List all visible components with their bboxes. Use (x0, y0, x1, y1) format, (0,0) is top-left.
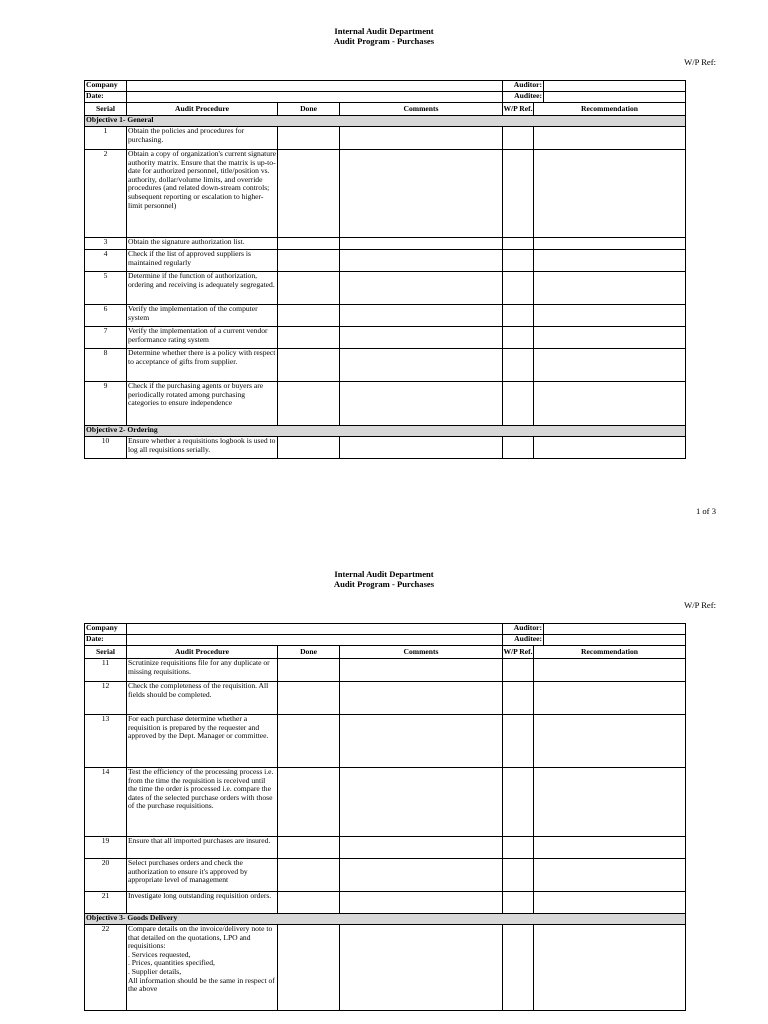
company-row (85, 624, 686, 635)
recommendation-cell[interactable] (534, 127, 686, 150)
audit-table-page-1 (84, 80, 686, 459)
comments-cell[interactable] (340, 859, 503, 892)
company-field[interactable] (127, 81, 503, 92)
table-row (85, 925, 686, 1011)
wp-ref-cell[interactable] (503, 150, 534, 238)
column-header-row (85, 103, 686, 116)
done-cell[interactable] (278, 837, 340, 859)
done-cell[interactable] (278, 925, 340, 1011)
serial-cell: 3 (85, 238, 127, 250)
procedure-cell: Determine if the function of authorization, ordering and receiving is adequately segregated. (127, 272, 278, 305)
company-label: Company (85, 81, 127, 92)
objective-row (85, 914, 686, 925)
serial-cell: 1 (85, 127, 127, 150)
wp-ref-cell[interactable] (503, 892, 534, 914)
program-title: Audit Program - Purchases (333, 36, 435, 46)
auditor-field[interactable] (544, 624, 686, 635)
table-row (85, 715, 686, 768)
recommendation-cell[interactable] (534, 659, 686, 682)
wp-ref-cell[interactable] (503, 305, 534, 327)
serial-cell: 12 (85, 682, 127, 715)
auditee-label: Auditee: (503, 92, 544, 103)
wp-ref-cell[interactable] (503, 715, 534, 768)
comments-cell[interactable] (340, 150, 503, 238)
done-cell[interactable] (278, 238, 340, 250)
wp-ref-cell[interactable] (503, 382, 534, 426)
serial-cell: 20 (85, 859, 127, 892)
table-row (85, 892, 686, 914)
table-row (85, 305, 686, 327)
date-field[interactable] (127, 635, 503, 646)
table-row (85, 250, 686, 272)
date-label: Date: (85, 635, 127, 646)
procedure-cell: Compare details on the invoice/delivery note to that detailed on the quotations, LPO and requisitions: . Services requested, . Prices, quantities specified, . Supplier details, All information should be the same in respect of the above (127, 925, 278, 1011)
comments-cell[interactable] (340, 305, 503, 327)
table-row (85, 382, 686, 426)
comments-cell[interactable] (340, 659, 503, 682)
col-procedure: Audit Procedure (127, 646, 278, 659)
recommendation-cell[interactable] (534, 250, 686, 272)
procedure-cell: Select purchases orders and check the authorization to ensure it's approved by appropriate level of management (127, 859, 278, 892)
procedure-cell: Scrutinize requisitions file for any duplicate or missing requisitions. (127, 659, 278, 682)
recommendation-cell[interactable] (534, 327, 686, 349)
recommendation-cell[interactable] (534, 150, 686, 238)
col-wp-ref: W/P Ref. (503, 646, 534, 659)
done-cell[interactable] (278, 892, 340, 914)
auditor-label: Auditor: (503, 624, 544, 635)
table-row (85, 659, 686, 682)
comments-cell[interactable] (340, 127, 503, 150)
page-number: 1 of 3 (695, 506, 716, 516)
done-cell[interactable] (278, 682, 340, 715)
wp-ref-cell[interactable] (503, 837, 534, 859)
auditee-field[interactable] (544, 92, 686, 103)
comments-cell[interactable] (340, 892, 503, 914)
recommendation-cell[interactable] (534, 682, 686, 715)
comments-cell[interactable] (340, 682, 503, 715)
serial-cell: 2 (85, 150, 127, 238)
date-row (85, 92, 686, 103)
table-row (85, 327, 686, 349)
recommendation-cell[interactable] (534, 859, 686, 892)
done-cell[interactable] (278, 768, 340, 837)
objective-1-label: Objective 1- General (85, 116, 686, 127)
serial-cell: 5 (85, 272, 127, 305)
wp-ref-cell[interactable] (503, 238, 534, 250)
col-procedure: Audit Procedure (127, 103, 278, 116)
serial-cell: 21 (85, 892, 127, 914)
recommendation-cell[interactable] (534, 305, 686, 327)
auditor-label: Auditor: (503, 81, 544, 92)
recommendation-cell[interactable] (534, 768, 686, 837)
done-cell[interactable] (278, 272, 340, 305)
recommendation-cell[interactable] (534, 272, 686, 305)
procedure-cell: Ensure that all imported purchases are insured. (127, 837, 278, 859)
done-cell[interactable] (278, 437, 340, 459)
procedure-cell: Obtain the signature authorization list. (127, 238, 278, 250)
serial-cell: 10 (85, 437, 127, 459)
col-done: Done (278, 103, 340, 116)
audit-table-page-2 (84, 623, 686, 1011)
table-row (85, 437, 686, 459)
procedure-cell: Check if the list of approved suppliers is maintained regularly (127, 250, 278, 272)
serial-cell: 6 (85, 305, 127, 327)
recommendation-cell[interactable] (534, 892, 686, 914)
recommendation-cell[interactable] (534, 238, 686, 250)
done-cell[interactable] (278, 150, 340, 238)
company-field[interactable] (127, 624, 503, 635)
recommendation-cell[interactable] (534, 437, 686, 459)
comments-cell[interactable] (340, 925, 503, 1011)
company-label: Company (85, 624, 127, 635)
table-row (85, 150, 686, 238)
done-cell[interactable] (278, 327, 340, 349)
done-cell[interactable] (278, 382, 340, 426)
col-serial: Serial (85, 103, 127, 116)
done-cell[interactable] (278, 349, 340, 382)
wp-ref-cell[interactable] (503, 127, 534, 150)
recommendation-cell[interactable] (534, 349, 686, 382)
table-row (85, 768, 686, 837)
done-cell[interactable] (278, 305, 340, 327)
comments-cell[interactable] (340, 715, 503, 768)
serial-cell: 4 (85, 250, 127, 272)
procedure-cell: Ensure whether a requisitions logbook is used to log all requisitions serially. (127, 437, 278, 459)
date-row (85, 635, 686, 646)
done-cell[interactable] (278, 715, 340, 768)
table-row (85, 127, 686, 150)
procedure-cell: Verify the implementation of a current vendor performance rating system (127, 327, 278, 349)
serial-cell: 19 (85, 837, 127, 859)
wp-ref-label: W/P Ref: (684, 57, 716, 67)
recommendation-cell[interactable] (534, 925, 686, 1011)
wp-ref-cell[interactable] (503, 859, 534, 892)
procedure-cell: Investigate long outstanding requisition orders. (127, 892, 278, 914)
done-cell[interactable] (278, 127, 340, 150)
program-title: Audit Program - Purchases (333, 579, 435, 589)
serial-cell: 22 (85, 925, 127, 1011)
procedure-cell: Check if the purchasing agents or buyers are periodically rotated among purchasing categories to ensure independence (127, 382, 278, 426)
recommendation-cell[interactable] (534, 715, 686, 768)
done-cell[interactable] (278, 250, 340, 272)
comments-cell[interactable] (340, 382, 503, 426)
serial-cell: 14 (85, 768, 127, 837)
wp-ref-cell[interactable] (503, 437, 534, 459)
wp-ref-cell[interactable] (503, 925, 534, 1011)
col-comments: Comments (340, 646, 503, 659)
comments-cell[interactable] (340, 768, 503, 837)
department-title: Internal Audit Department (334, 569, 434, 579)
date-label: Date: (85, 92, 127, 103)
objective-row (85, 426, 686, 437)
done-cell[interactable] (278, 659, 340, 682)
comments-cell[interactable] (340, 250, 503, 272)
procedure-cell: Verify the implementation of the computer system (127, 305, 278, 327)
serial-cell: 9 (85, 382, 127, 426)
auditor-field[interactable] (544, 81, 686, 92)
comments-cell[interactable] (340, 349, 503, 382)
wp-ref-cell[interactable] (503, 250, 534, 272)
wp-ref-cell[interactable] (503, 272, 534, 305)
comments-cell[interactable] (340, 238, 503, 250)
company-row (85, 81, 686, 92)
done-cell[interactable] (278, 859, 340, 892)
procedure-cell: For each purchase determine whether a requisition is prepared by the requester and approved by the Dept. Manager or committee. (127, 715, 278, 768)
procedure-cell: Obtain a copy of organization's current signature authority matrix. Ensure that the matrix is up-to-date for authorized personnel, title/position vs. authority, dollar/volume limits, and override procedures (and related down-stream controls; subsequent reporting or escalation to higher-limit personnel) (127, 150, 278, 238)
date-field[interactable] (127, 92, 503, 103)
table-row (85, 682, 686, 715)
objective-2-label: Objective 2- Ordering (85, 426, 686, 437)
table-row (85, 238, 686, 250)
procedure-cell: Obtain the policies and procedures for purchasing. (127, 127, 278, 150)
serial-cell: 11 (85, 659, 127, 682)
table-row (85, 272, 686, 305)
col-serial: Serial (85, 646, 127, 659)
col-done: Done (278, 646, 340, 659)
wp-ref-cell[interactable] (503, 327, 534, 349)
table-row (85, 837, 686, 859)
comments-cell[interactable] (340, 327, 503, 349)
serial-cell: 8 (85, 349, 127, 382)
department-title: Internal Audit Department (334, 26, 434, 36)
wp-ref-cell[interactable] (503, 768, 534, 837)
wp-ref-cell[interactable] (503, 659, 534, 682)
procedure-cell: Test the efficiency of the processing process i.e. from the time the requisition is received until the time the order is processed i.e. compare the dates of the selected purchase orders with those of the purchase requisitions. (127, 768, 278, 837)
col-recommendation: Recommendation (534, 103, 686, 116)
column-header-row (85, 646, 686, 659)
table-row (85, 859, 686, 892)
page-2 (0, 543, 768, 1024)
table-row (85, 349, 686, 382)
recommendation-cell[interactable] (534, 837, 686, 859)
wp-ref-cell[interactable] (503, 349, 534, 382)
col-wp-ref: W/P Ref. (503, 103, 534, 116)
recommendation-cell[interactable] (534, 382, 686, 426)
comments-cell[interactable] (340, 437, 503, 459)
auditee-label: Auditee: (503, 635, 544, 646)
procedure-cell: Determine whether there is a policy with respect to acceptance of gifts from supplier. (127, 349, 278, 382)
serial-cell: 7 (85, 327, 127, 349)
comments-cell[interactable] (340, 837, 503, 859)
comments-cell[interactable] (340, 272, 503, 305)
wp-ref-label: W/P Ref: (684, 600, 716, 610)
serial-cell: 13 (85, 715, 127, 768)
objective-row (85, 116, 686, 127)
procedure-cell: Check the completeness of the requisition. All fields should be completed. (127, 682, 278, 715)
auditee-field[interactable] (544, 635, 686, 646)
col-recommendation: Recommendation (534, 646, 686, 659)
col-comments: Comments (340, 103, 503, 116)
wp-ref-cell[interactable] (503, 682, 534, 715)
objective-3-label: Objective 3- Goods Delivery (85, 914, 686, 925)
